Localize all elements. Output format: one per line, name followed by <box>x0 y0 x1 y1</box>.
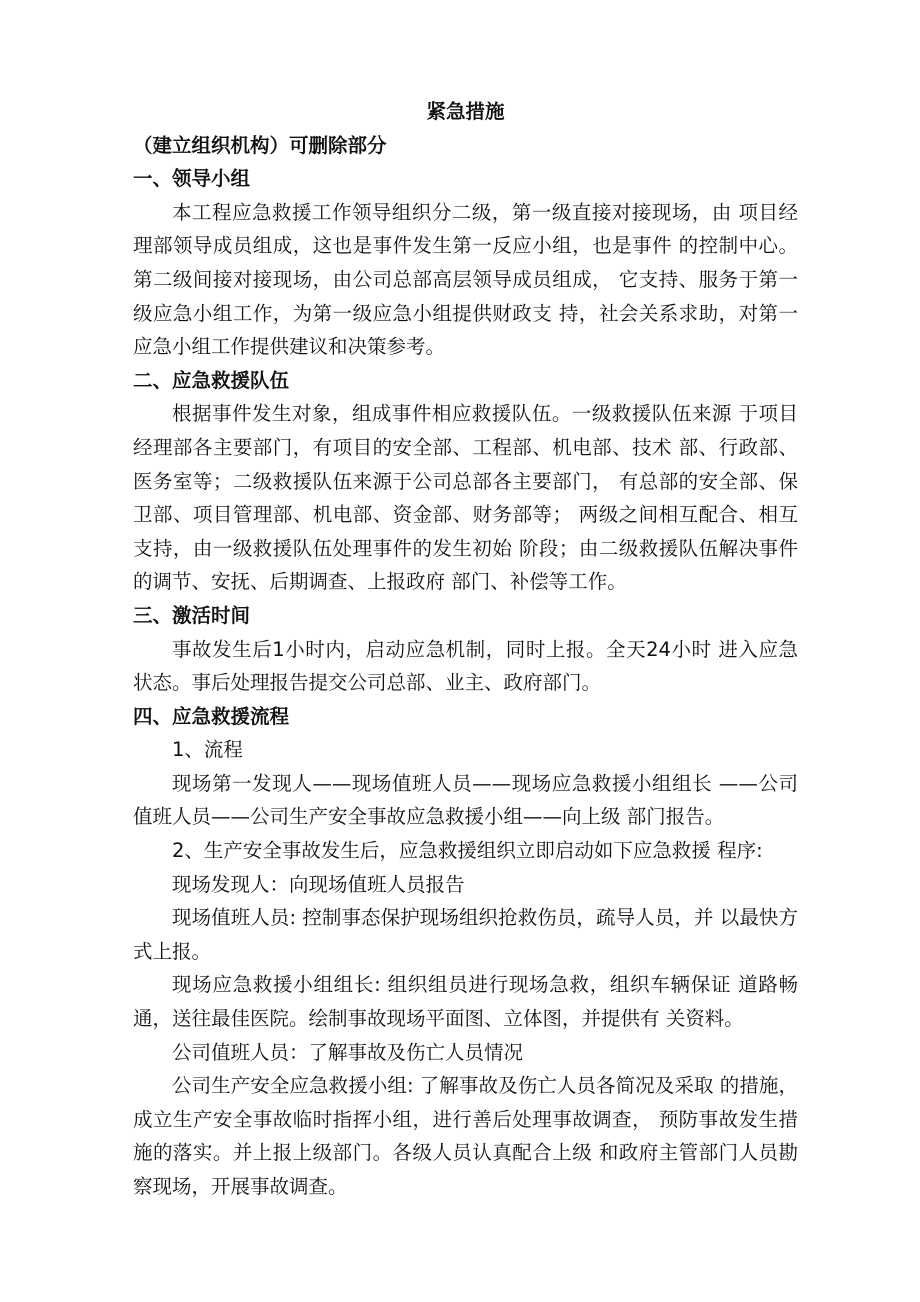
section-heading-activation-time: 三、激活时间 <box>133 603 251 627</box>
list-item-process: 1、流程 <box>172 738 243 762</box>
section-heading-leadership: 一、领导小组 <box>133 167 251 191</box>
role-company-rescue-group: 公司生产安全应急救援小组: 了解事故及伤亡人员各简况及采取 的措施，成立生产安全事故临时指挥小组，进行善后处理事故调查， 预防事故发生措施的落实。并上报上级部门。各级人员认真配合上级 和政府主管部门人员勘察现场，开展事故调查。 <box>133 1074 798 1198</box>
role-company-duty-staff: 公司值班人员：了解事故及伤亡人员情况 <box>172 1040 524 1064</box>
paragraph-activation-time: 事故发生后1小时内，启动应急机制，同时上报。全天24小时 进入应急状态。事后处理报告提交公司总部、业主、政府部门。 <box>133 637 798 695</box>
role-finder: 现场发现人：向现场值班人员报告 <box>172 872 465 896</box>
section-heading-rescue-team: 二、应急救援队伍 <box>133 368 290 392</box>
section-heading-rescue-process: 四、应急救援流程 <box>133 704 290 728</box>
paragraph-rescue-team: 根据事件发生对象，组成事件相应救援队伍。一级救援队伍来源 于项目经理部各主要部门，有项目的安全部、工程部、机电部、技术 部、行政部、医务室等；二级救援队伍来源于公司总部各主要部门， 有总部的安全部、保卫部、项目管理部、机电部、资金部、财务部等； 两级之间相互配合、相互支持，由一级救援队伍处理事件的发生初始 阶段；由二级救援队伍解决事件的调节、安抚、后期调查、上报政府 部门、补偿等工作。 <box>133 402 798 594</box>
document-page <box>133 95 798 1204</box>
paragraph-leadership: 本工程应急救援工作领导组织分二级，第一级直接对接现场，由 项目经理部领导成员组成，这也是事件发生第一反应小组，也是事件 的控制中心。第二级间接对接现场，由公司总部高层领导成员组成， 它支持、服务于第一级应急小组工作，为第一级应急小组提供财政支 持，社会关系求助，对第一应急小组工作提供建议和决策参考。 <box>133 200 798 359</box>
role-duty-staff: 现场值班人员: 控制事态保护现场组织抢救伤员，疏导人员，并 以最快方式上报。 <box>133 906 798 963</box>
document-subtitle: （建立组织机构）可删除部分 <box>133 133 387 157</box>
list-item-procedure: 2、生产安全事故发生后，应急救援组织立即启动如下应急救援 程序: <box>172 839 763 863</box>
paragraph-process-flow: 现场第一发现人——现场值班人员——现场应急救援小组组长 ——公司值班人员——公司生产安全事故应急救援小组——向上级 部门报告。 <box>133 771 798 829</box>
document-title: 紧急措施 <box>426 100 505 123</box>
role-team-leader: 现场应急救援小组组长: 组织组员进行现场急救，组织车辆保证 道路畅通，送往最佳医院。绘制事故现场平面图、立体图，并提供有 关资料。 <box>133 973 798 1031</box>
